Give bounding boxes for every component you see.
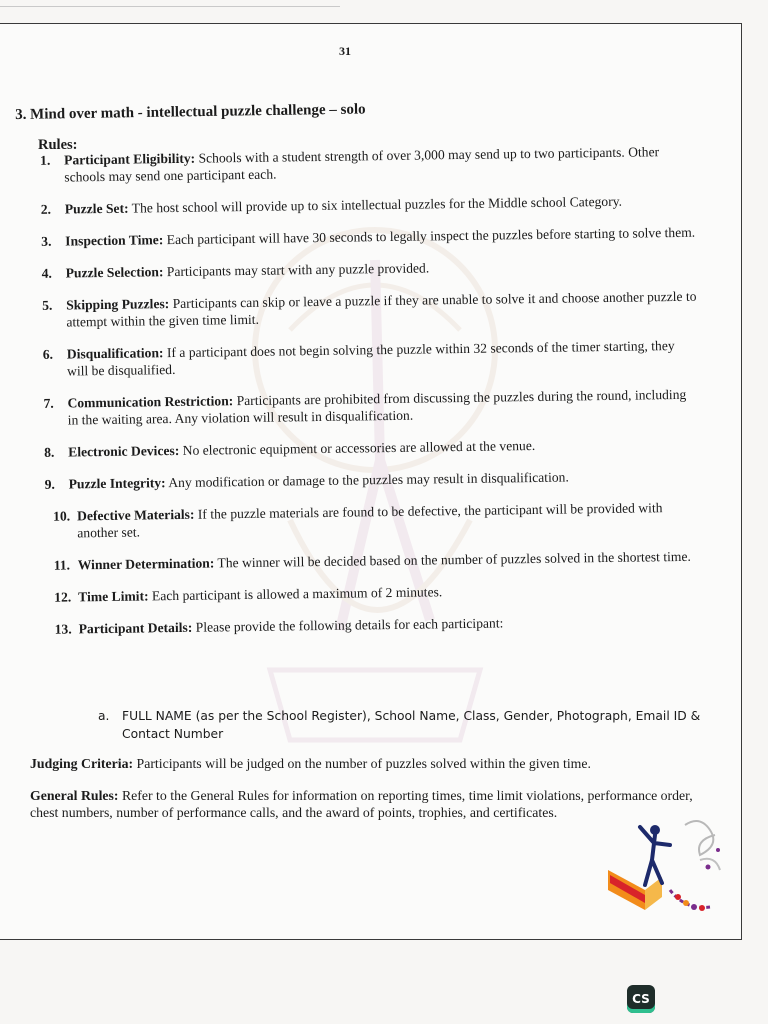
rule-item (36, 580, 701, 606)
rule-text: If a participant does not begin solving the puzzle within 32 seconds of the timer starting, they will be disqualified. (66, 338, 675, 379)
dancer-book-logo (600, 815, 730, 930)
rule-text: Participants can skip or leave a puzzle if they are unable to solve it and choose another puzzle to attempt within the given time limit. (66, 288, 697, 330)
rule-item (34, 435, 699, 461)
rule-number: 7. (43, 395, 54, 411)
rule-text: Each participant will have 30 seconds to legally inspect the puzzles before starting to solve them. (163, 224, 696, 248)
rule-item (31, 224, 696, 250)
rule-term: Inspection Time: (65, 232, 164, 249)
rule-term: Time Limit: (78, 588, 149, 605)
rule-term: Communication Restriction: (67, 393, 234, 411)
rule-term: Puzzle Selection: (65, 264, 164, 281)
rule-term: Puzzle Integrity: (68, 475, 166, 492)
rule-term: Electronic Devices: (68, 442, 180, 460)
rule-item (32, 288, 697, 331)
rule-term: Puzzle Set: (64, 200, 129, 217)
rule-item (35, 467, 700, 493)
camscanner-badge: CS (627, 985, 655, 1013)
rule-number: 1. (40, 152, 51, 168)
rule-number: 2. (40, 201, 52, 217)
rule-item (33, 386, 698, 429)
scan-edge-line (0, 6, 340, 7)
rule-number: 13. (54, 621, 72, 637)
rule-number: 9. (44, 476, 55, 492)
rule-number: 10. (52, 508, 71, 524)
rule-body (78, 548, 701, 574)
section-title: 3. Mind over math - intellectual puzzle challenge – solo (15, 101, 366, 123)
rule-number: 6. (42, 346, 54, 362)
general-term: General Rules: (30, 788, 119, 803)
rule-term: Winner Determination: (77, 555, 215, 573)
rule-text: If the puzzle materials are found to be defective, the participant will be provided with another set. (77, 500, 663, 541)
sub-item-text: FULL NAME (as per the School Register), School Name, Class, Gender, Photograph, Email ID & Contact Number (122, 709, 701, 741)
rule-number: 12. (54, 589, 72, 605)
rule-item (31, 192, 696, 218)
rule-text: Participants are prohibited from discussing the puzzles during the round, including in the waiting area. Any violation will result in disqualification. (67, 386, 687, 428)
rule-item (36, 548, 701, 574)
rule-number: 3. (41, 233, 52, 249)
judging-term: Judging Criteria: (30, 756, 134, 771)
rule-body (68, 435, 699, 461)
rule-number: 11. (53, 557, 71, 573)
rule-item (35, 499, 700, 542)
general-text: Refer to the General Rules for information on reporting times, time limit violations, performance order, chest numbers, number of performance calls, and the award of points, trophies, and certificates. (30, 788, 693, 820)
rule-term: Participant Details: (78, 619, 193, 637)
rule-text: The winner will be decided based on the number of puzzles solved in the shortest time. (214, 548, 691, 571)
rule-text: Each participant is allowed a maximum of 2 minutes. (148, 584, 443, 604)
rule-text: The host school will provide up to six intellectual puzzles for the Middle school Category. (128, 193, 623, 216)
rule-body (69, 467, 700, 493)
rule-body (77, 499, 700, 542)
rule-text: Schools with a student strength of over 3,000 may send up to two participants. Other schools may send one participant each. (64, 144, 660, 185)
rule-body (65, 192, 696, 218)
rules-list (30, 143, 702, 638)
rule-number: 8. (44, 444, 55, 460)
rule-body (78, 580, 701, 606)
rule-body (67, 337, 698, 380)
rule-text: Participants may start with any puzzle provided. (163, 260, 430, 280)
rule-item (32, 256, 697, 282)
rule-term: Disqualification: (66, 345, 164, 362)
rule-term: Defective Materials: (76, 506, 195, 524)
rule-number: 5. (42, 297, 53, 313)
sub-item-details (98, 707, 708, 743)
rule-term: Skipping Puzzles: (66, 296, 170, 313)
rule-item (33, 337, 698, 380)
rule-number: 4. (41, 265, 53, 281)
rule-body (67, 386, 698, 429)
rule-text: Please provide the following details for each participant: (192, 615, 504, 635)
page-number: 31 (339, 44, 351, 58)
rule-body (66, 256, 697, 282)
rule-body (65, 224, 696, 250)
judging-criteria (30, 755, 710, 772)
judging-text: Participants will be judged on the number of puzzles solved within the given time. (133, 756, 591, 771)
rule-text: No electronic equipment or accessories are allowed at the venue. (179, 437, 536, 458)
rules-label: Rules: (38, 137, 78, 153)
rule-text: Any modification or damage to the puzzles may result in disqualification. (165, 469, 569, 491)
rule-term: Participant Eligibility: (64, 150, 196, 168)
sub-item-letter: a. (98, 709, 110, 723)
rule-body (66, 288, 697, 331)
